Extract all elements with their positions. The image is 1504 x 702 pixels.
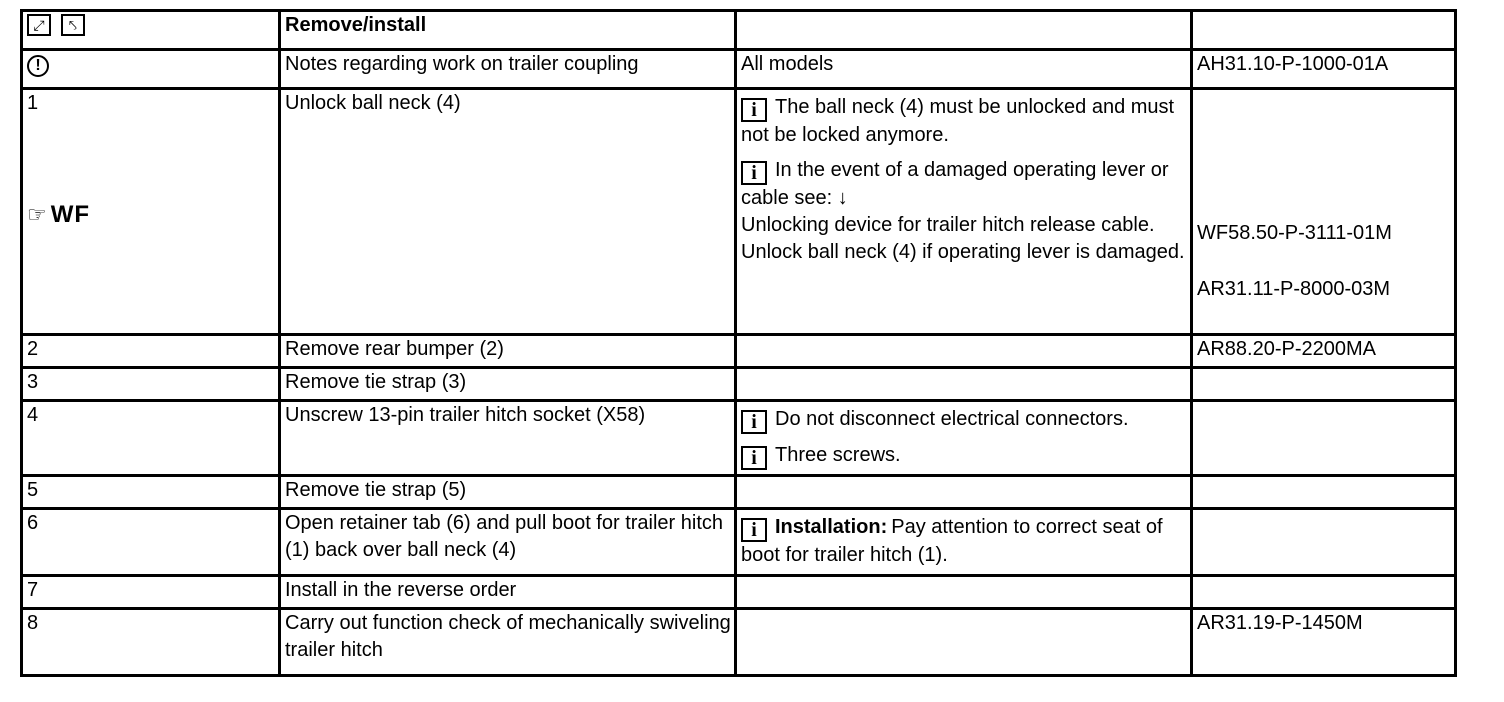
table-row [22, 401, 1456, 476]
pointing-hand-icon: ☞ [27, 201, 47, 227]
header-title: Remove/install [280, 11, 736, 50]
collapse-icon[interactable]: ⤣ [61, 14, 85, 36]
step-number: 7 [22, 576, 280, 609]
step-number: 5 [22, 476, 280, 509]
step-task: Remove rear bumper (2) [280, 335, 736, 368]
info-note: i Do not disconnect electrical connectors. [741, 406, 1190, 434]
info-icon: i [741, 98, 767, 122]
info-icon: i [741, 518, 767, 542]
procedure-table [20, 9, 1457, 677]
installation-label: Installation: [775, 516, 888, 538]
notes-applicability: All models [736, 50, 1192, 89]
header-icons-cell [22, 11, 280, 50]
step-number: 4 [22, 401, 280, 476]
sub-item-text: Unlock ball neck (4) if operating lever is damaged. [741, 241, 1185, 263]
info-note: i Installation: Pay attention to correct seat of boot for trailer hitch (1). [741, 516, 1163, 566]
wf-marker [27, 201, 278, 228]
notes-row [22, 50, 1456, 89]
step-task: Open retainer tab (6) and pull boot for trailer hitch (1) back over ball neck (4) [280, 509, 736, 576]
info-note: i The ball neck (4) must be unlocked and must not be locked anymore. [741, 96, 1175, 146]
table-row [22, 89, 1456, 335]
table-row [22, 509, 1456, 576]
notes-alert-icon: ! [27, 55, 49, 77]
step-number: 8 [22, 609, 280, 676]
notes-reference[interactable]: AH31.10-P-1000-01A [1192, 50, 1456, 89]
table-row [22, 476, 1456, 509]
step-number: 2 [22, 335, 280, 368]
step-number: 6 [22, 509, 280, 576]
info-note: i Three screws. [741, 442, 1190, 470]
wf-label: WF [50, 201, 91, 228]
info-icon: i [741, 161, 767, 185]
step-task: Carry out function check of mechanically swiveling trailer hitch [280, 609, 736, 676]
step-task: Remove tie strap (3) [280, 368, 736, 401]
step-task: Install in the reverse order [280, 576, 736, 609]
step-reference[interactable]: AR88.20-P-2200MA [1192, 335, 1456, 368]
step-reference[interactable]: AR31.11-P-8000-03M [1197, 278, 1391, 300]
sub-item-text: Unlocking device for trailer hitch release cable. [741, 214, 1155, 236]
step-task: Remove tie strap (5) [280, 476, 736, 509]
step-reference[interactable]: WF58.50-P-3111-01M [1197, 222, 1392, 244]
table-row [22, 576, 1456, 609]
header-row [22, 11, 1456, 50]
step-task: Unscrew 13-pin trailer hitch socket (X58) [280, 401, 736, 476]
notes-task: Notes regarding work on trailer coupling [280, 50, 736, 89]
expand-icon[interactable]: ⤢ [27, 14, 51, 36]
table-row [22, 368, 1456, 401]
step-task: Unlock ball neck (4) [280, 89, 736, 335]
info-icon: i [741, 446, 767, 470]
info-icon: i [741, 410, 767, 434]
table-row [22, 609, 1456, 676]
step-number: 3 [22, 368, 280, 401]
table-row [22, 335, 1456, 368]
step-number: 1 [27, 92, 39, 114]
info-note: i In the event of a damaged operating lever or cable see: ↓ [741, 159, 1169, 209]
step-reference[interactable]: AR31.19-P-1450M [1192, 609, 1456, 676]
